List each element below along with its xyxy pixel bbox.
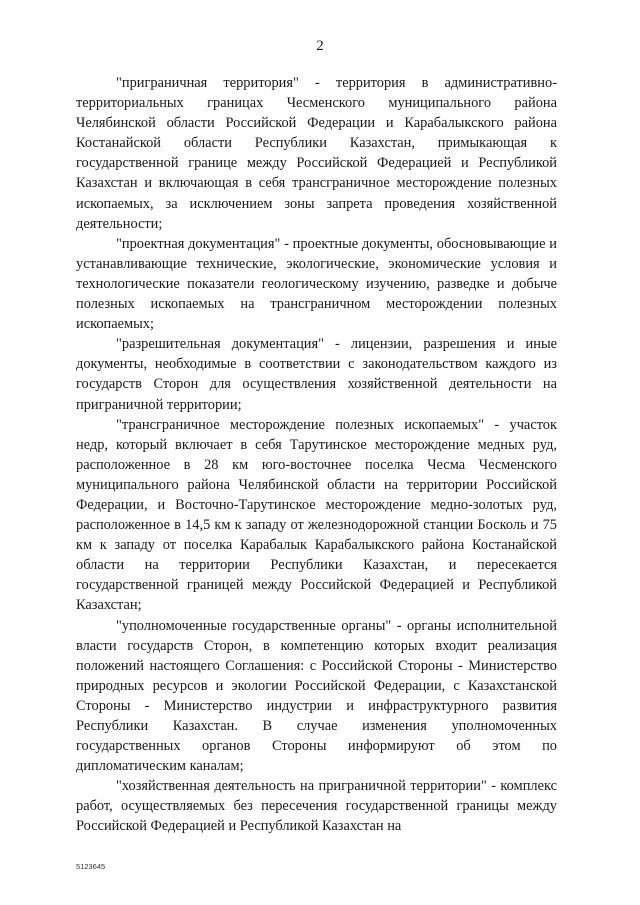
definition-paragraph-authorized-bodies: "уполномоченные государственные органы" - органы исполнительной власти государств Сторон, в компетенцию которых входит реализация положений настоящего Соглашения: с Российской Стороны - Министерство природных ресурсов и экологии Российской Федерации, с Казахстанской Стороны - Министерство индустрии и инфраструктурного развития Республики Казахстан. В случае изменения уполномоченных государственных органов Стороны информируют об этом по дипломатическим каналам; xyxy=(76,617,557,775)
definition-paragraph-economic-activity: "хозяйственная деятельность на приграничной территории" - комплекс работ, осуществляемых без пересечения государственной границы между Российской Федерацией и Республикой Казахстан на xyxy=(76,778,557,835)
definition-paragraph-transboundary-deposit: "трансграничное месторождение полезных ископаемых" - участок недр, который включает в себя Тарутинское месторождение медных руд, расположенное в 28 км юго-восточнее поселка Чесма Чесменского муниципального района Челябинской области на территории Российской Федерации, и Восточно-Тарутинское месторождение медно-золотых руд, расположенное в 14,5 км к западу от железнодорожной станции Босколь и 75 км к западу от поселка Карабалык Карабалыкского района Костанайской области на территории Республики Казахстан, и пересекается государственной границей между Российской Федерацией и Республикой Казахстан; xyxy=(76,416,557,614)
definition-paragraph-permit-documentation: "разрешительная документация" - лицензии, разрешения и иные документы, необходимые в соответствии с законодательством каждого из государств Сторон для осуществления хозяйственной деятельности на приграничной территории; xyxy=(76,336,557,413)
page-number: 2 xyxy=(316,38,324,54)
definition-paragraph-project-documentation: "проектная документация" - проектные документы, обосновывающие и устанавливающие технические, экологические, экономические условия и технологические показатели геологическому изучению, разведке и добыче полезных ископаемых на трансграничном месторождении полезных ископаемых; xyxy=(76,235,557,333)
definition-paragraph-border-territory: "приграничная территория" - территория в административно-территориальных границах Чесменского муниципального района Челябинской области Российской Федерации и Карабалыкского района Костанайской области Республики Казахстан, примыкающая к государственной границе между Российской Федерацией и Республикой Казахстан и включающая в себя трансграничное месторождение полезных ископаемых, за исключением зоны запрета проведения хозяйственной деятельности; xyxy=(76,75,557,232)
document-body xyxy=(76,73,557,837)
document-code: 5123645 xyxy=(76,862,106,871)
